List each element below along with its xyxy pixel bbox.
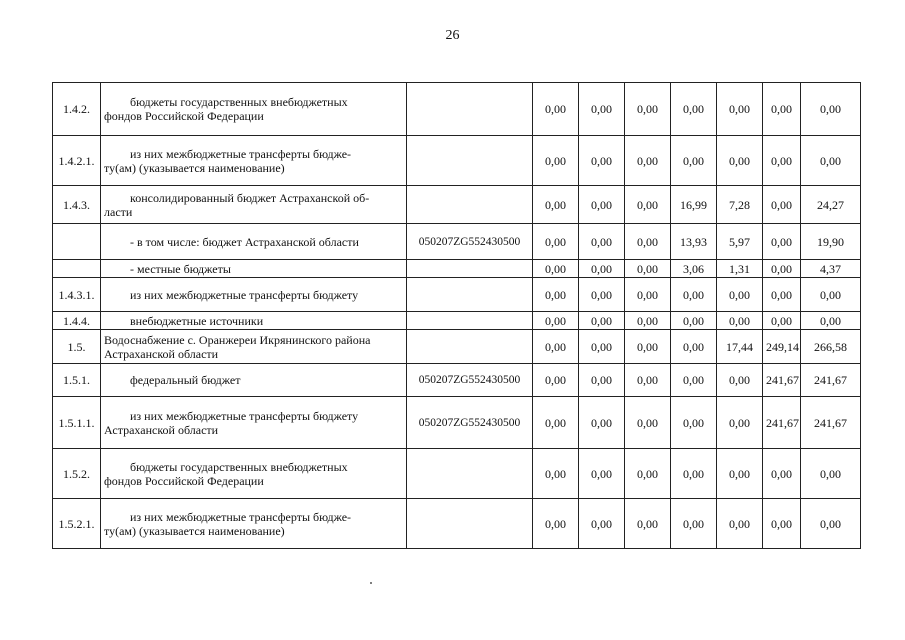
row-value: 0,00: [625, 449, 671, 499]
table-row: [53, 330, 861, 364]
table-row: [53, 186, 861, 224]
row-budget-code: [407, 83, 533, 136]
row-value: 0,00: [671, 499, 717, 549]
row-value: 266,58: [801, 330, 861, 364]
table-row: [53, 312, 861, 330]
row-value: 0,00: [533, 364, 579, 397]
row-value: 13,93: [671, 224, 717, 260]
row-value: 16,99: [671, 186, 717, 224]
row-value: 0,00: [801, 449, 861, 499]
table-row: [53, 260, 861, 278]
row-budget-code: [407, 499, 533, 549]
row-budget-code: [407, 312, 533, 330]
row-code: [53, 260, 101, 278]
row-value: 0,00: [717, 312, 763, 330]
row-code: 1.4.3.: [53, 186, 101, 224]
row-value: 0,00: [625, 260, 671, 278]
row-code: 1.5.2.: [53, 449, 101, 499]
row-name: [101, 449, 407, 499]
row-value: 0,00: [625, 278, 671, 312]
row-value: 0,00: [763, 499, 801, 549]
table-row: [53, 499, 861, 549]
table-row: [53, 449, 861, 499]
row-value: 249,14: [763, 330, 801, 364]
row-value: 24,27: [801, 186, 861, 224]
row-budget-code: [407, 186, 533, 224]
row-name: [101, 330, 407, 364]
row-value: 0,00: [717, 397, 763, 449]
row-code: 1.4.4.: [53, 312, 101, 330]
row-value: 0,00: [579, 278, 625, 312]
row-value: 0,00: [801, 278, 861, 312]
row-value: 0,00: [717, 499, 763, 549]
row-budget-code: [407, 449, 533, 499]
row-value: 0,00: [763, 278, 801, 312]
row-value: 0,00: [625, 83, 671, 136]
row-value: 0,00: [533, 83, 579, 136]
row-value: 3,06: [671, 260, 717, 278]
row-value: 0,00: [717, 136, 763, 186]
row-value: 0,00: [625, 330, 671, 364]
row-budget-code: 050207ZG552430500: [407, 224, 533, 260]
row-name-line: - местные бюджеты: [130, 261, 231, 276]
row-value: 0,00: [717, 364, 763, 397]
row-value: 0,00: [763, 312, 801, 330]
row-value: 0,00: [579, 397, 625, 449]
row-name-line: консолидированный бюджет Астраханской об-: [130, 190, 370, 205]
row-value: 0,00: [671, 312, 717, 330]
row-budget-code: 050207ZG552430500: [407, 397, 533, 449]
row-name-line: ласти: [104, 204, 133, 219]
row-value: 241,67: [763, 397, 801, 449]
row-name: [101, 499, 407, 549]
row-name-line: федеральный бюджет: [130, 373, 241, 387]
row-value: 0,00: [533, 330, 579, 364]
row-value: 0,00: [625, 186, 671, 224]
table-row: [53, 364, 861, 397]
row-name-line: Астраханской области: [104, 346, 219, 361]
table-row: [53, 83, 861, 136]
row-code: 1.5.1.1.: [53, 397, 101, 449]
row-name-line: внебюджетные источники: [130, 313, 264, 328]
row-budget-code: [407, 330, 533, 364]
row-name: [101, 278, 407, 312]
row-value: 0,00: [763, 186, 801, 224]
row-value: 0,00: [717, 449, 763, 499]
row-name: [101, 83, 407, 136]
row-name-line: из них межбюджетные трансферты бюджету: [130, 408, 359, 423]
row-value: 0,00: [579, 260, 625, 278]
row-value: 0,00: [671, 364, 717, 397]
row-value: 0,00: [717, 83, 763, 136]
row-value: 0,00: [579, 224, 625, 260]
row-value: 0,00: [671, 449, 717, 499]
row-name-line: бюджеты государственных внебюджетных: [130, 95, 348, 109]
row-value: 0,00: [579, 186, 625, 224]
row-name-line: Водоснабжение с. Оранжереи Икрянинского района: [104, 332, 371, 347]
row-code: 1.4.2.1.: [53, 136, 101, 186]
row-name-line: ту(ам) (указывается наименование): [104, 523, 285, 538]
row-value: 0,00: [533, 397, 579, 449]
row-name-line: фондов Российской Федерации: [104, 109, 264, 123]
row-name: [101, 224, 407, 260]
row-value: 0,00: [579, 136, 625, 186]
row-value: 19,90: [801, 224, 861, 260]
row-value: 0,00: [763, 224, 801, 260]
table-row: [53, 278, 861, 312]
row-value: 0,00: [763, 136, 801, 186]
row-value: 0,00: [801, 83, 861, 136]
row-value: 0,00: [671, 330, 717, 364]
row-code: 1.5.2.1.: [53, 499, 101, 549]
row-budget-code: 050207ZG552430500: [407, 364, 533, 397]
row-value: 241,67: [763, 364, 801, 397]
row-name: [101, 186, 407, 224]
row-name-line: фондов Российской Федерации: [104, 473, 264, 488]
row-code: 1.5.: [53, 330, 101, 364]
row-budget-code: [407, 278, 533, 312]
row-name-line: бюджеты государственных внебюджетных: [130, 459, 348, 474]
row-value: 0,00: [533, 312, 579, 330]
row-name: [101, 364, 407, 397]
table-row: [53, 397, 861, 449]
row-value: 0,00: [671, 136, 717, 186]
row-value: 0,00: [579, 499, 625, 549]
row-code: [53, 224, 101, 260]
row-value: 1,31: [717, 260, 763, 278]
row-value: 0,00: [533, 260, 579, 278]
row-value: 0,00: [533, 499, 579, 549]
row-value: 0,00: [625, 224, 671, 260]
row-name-line: из них межбюджетные трансферты бюдже-: [130, 509, 352, 524]
row-budget-code: [407, 260, 533, 278]
row-value: 0,00: [671, 83, 717, 136]
row-value: 0,00: [579, 330, 625, 364]
row-value: 0,00: [671, 397, 717, 449]
budget-table: [52, 82, 861, 549]
row-value: 0,00: [671, 278, 717, 312]
row-name: [101, 312, 407, 330]
row-value: 0,00: [533, 224, 579, 260]
page-number: 26: [445, 28, 460, 43]
table-row: [53, 136, 861, 186]
row-budget-code: [407, 136, 533, 186]
row-code: 1.4.3.1.: [53, 278, 101, 312]
row-value: 0,00: [625, 364, 671, 397]
row-value: 0,00: [763, 449, 801, 499]
row-code: 1.4.2.: [53, 83, 101, 136]
row-value: 0,00: [801, 499, 861, 549]
row-value: 0,00: [533, 186, 579, 224]
row-name: [101, 260, 407, 278]
row-name-line: из них межбюджетные трансферты бюджету: [130, 287, 359, 302]
row-value: 0,00: [763, 260, 801, 278]
table-row: [53, 224, 861, 260]
row-value: 7,28: [717, 186, 763, 224]
row-name-line: - в том числе: бюджет Астраханской области: [130, 234, 359, 249]
row-value: 4,37: [801, 260, 861, 278]
row-value: 0,00: [533, 449, 579, 499]
row-name-line: ту(ам) (указывается наименование): [104, 160, 285, 175]
budget-table-body: [53, 83, 861, 549]
row-value: 241,67: [801, 364, 861, 397]
row-value: 0,00: [579, 449, 625, 499]
scan-speck: [370, 582, 372, 584]
row-value: 0,00: [625, 397, 671, 449]
row-value: 0,00: [533, 136, 579, 186]
row-value: 241,67: [801, 397, 861, 449]
row-name: [101, 136, 407, 186]
row-value: 0,00: [579, 312, 625, 330]
row-value: 0,00: [763, 83, 801, 136]
row-value: 0,00: [625, 499, 671, 549]
row-value: 0,00: [579, 364, 625, 397]
row-value: 0,00: [625, 136, 671, 186]
row-name-line: Астраханской области: [104, 422, 219, 437]
row-value: 17,44: [717, 330, 763, 364]
row-value: 0,00: [717, 278, 763, 312]
row-value: 5,97: [717, 224, 763, 260]
row-name: [101, 397, 407, 449]
row-value: 0,00: [579, 83, 625, 136]
row-value: 0,00: [801, 136, 861, 186]
row-value: 0,00: [625, 312, 671, 330]
row-code: 1.5.1.: [53, 364, 101, 397]
row-value: 0,00: [533, 278, 579, 312]
row-value: 0,00: [801, 312, 861, 330]
row-name-line: из них межбюджетные трансферты бюдже-: [130, 146, 352, 161]
